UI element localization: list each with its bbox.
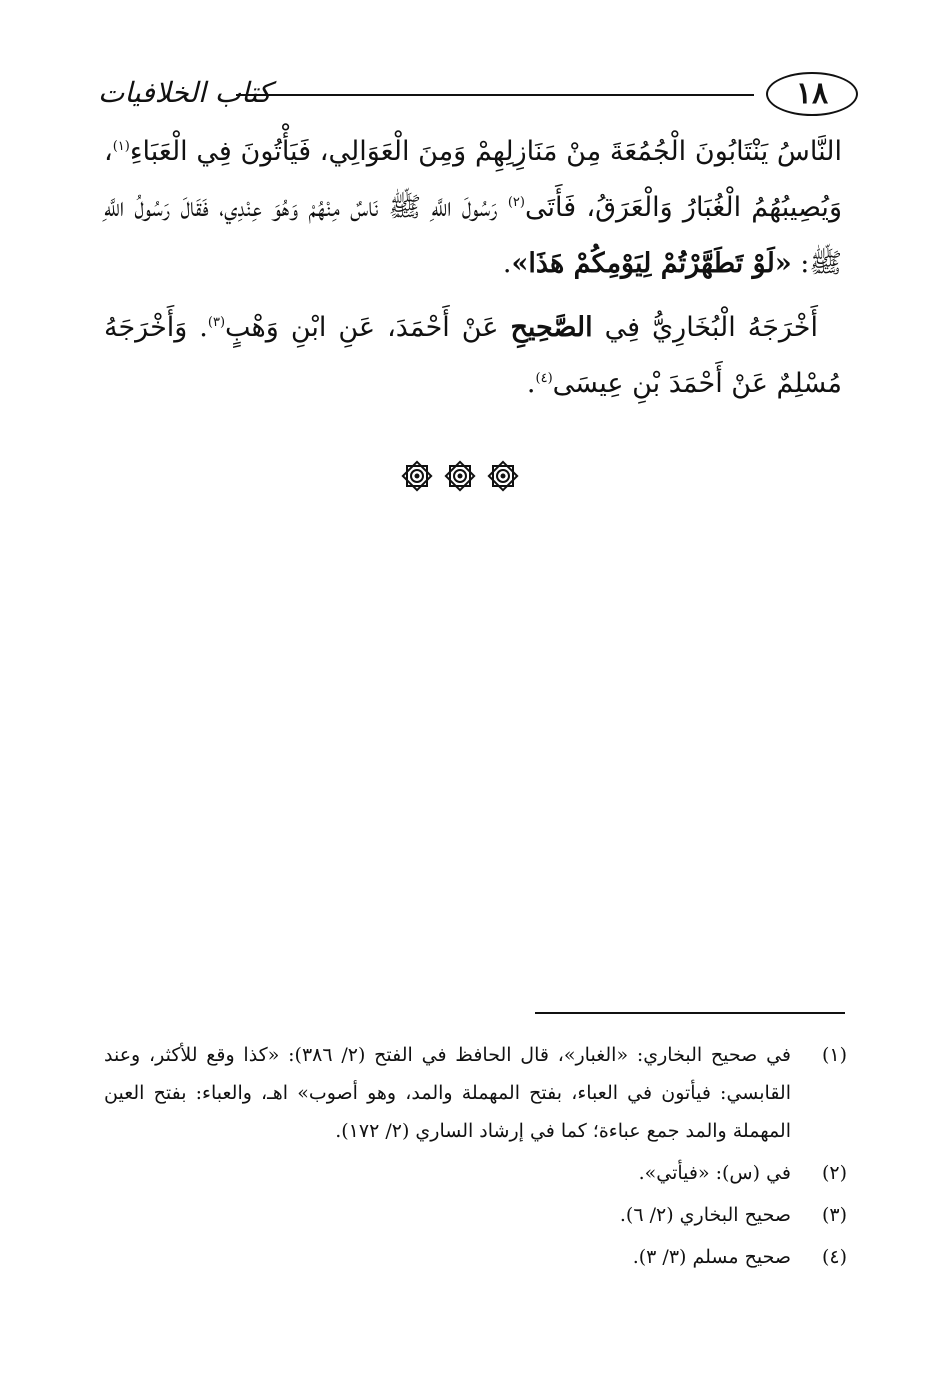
footnote-ref-4: (٤) — [535, 371, 553, 386]
book-name: الصَّحِيحِ — [510, 312, 593, 343]
footnote-text: في (س): «فيأتي». — [638, 1162, 791, 1184]
footnote-number: (٢) — [821, 1162, 847, 1184]
text-segment: النَّاسُ يَنْتَابُونَ الْجُمُعَةَ مِنْ مَنَازِلِهِمْ وَمِنَ الْعَوَالِي، فَيَأْتُونَ فِي الْعَبَاءِ — [129, 136, 842, 167]
text-segment: . — [502, 248, 512, 279]
paragraph-takhrij — [104, 300, 842, 412]
star-flower-icon — [486, 459, 520, 493]
footnote-text: صحيح البخاري (٢/ ٦). — [619, 1204, 791, 1226]
text-segment: . — [526, 368, 536, 399]
text-segment: . وَأَخْرَجَهُ مُسْلِمٌ عَنْ أَحْمَدَ بْنِ عِيسَى — [104, 312, 842, 399]
footnote-4 — [104, 1238, 847, 1276]
footnote-number: (٤) — [821, 1246, 847, 1268]
prophet-quote: «لَوْ تَطَهَّرْتُمْ لِيَوْمِكُمْ هَذَا» — [511, 248, 792, 279]
footnote-2 — [104, 1154, 847, 1192]
text-segment: أَخْرَجَهُ الْبُخَارِيُّ فِي — [592, 312, 818, 343]
footnote-ref-1: (١) — [112, 139, 130, 154]
footnote-ref-3: (٣) — [207, 315, 226, 330]
section-ornament — [400, 458, 520, 494]
page-number: ١٨ — [766, 72, 858, 116]
footnote-separator — [535, 1012, 845, 1014]
footnote-ref-2: (٢) — [507, 195, 525, 210]
text-segment: رَسُولَ اللَّهِ ﷺ نَاسٌ مِنْهُمْ وَهُوَ عِنْدِي، فَقَالَ رَسُولُ اللَّهِ ﷺ: — [104, 192, 842, 279]
footnote-text: في صحيح البخاري: «الغبار»، قال الحافظ في الفتح (٢/ ٣٨٦): «كذا وقع للأكثر، وعند القابسي: فيأتون في العباء، بفتح المهملة والمد، وهو أصوب» اهـ، والعباء: بفتح العين المهملة والمد جمع عباءة؛ كما في إرشاد الساري (٢/ ١٧٢). — [104, 1044, 791, 1142]
text-segment: عَنْ أَحْمَدَ، عَنِ ابْنِ وَهْبٍ — [225, 312, 511, 343]
footnote-number: (٣) — [821, 1204, 847, 1226]
star-flower-icon — [400, 459, 434, 493]
text-segment: ، وَيُصِيبُهُمُ الْغُبَارُ وَالْعَرَقُ، فَأَتَى — [104, 136, 842, 223]
page-header — [98, 62, 858, 122]
footnote-1 — [104, 1036, 847, 1150]
footnotes — [104, 1036, 847, 1280]
header-rule — [236, 94, 754, 96]
footnote-text: صحيح مسلم (٣/ ٣). — [632, 1246, 791, 1268]
footnote-3 — [104, 1196, 847, 1234]
star-flower-icon — [443, 459, 477, 493]
paragraph-hadith — [104, 124, 842, 292]
footnote-number: (١) — [821, 1044, 847, 1066]
book-title: كتاب الخلافيات — [98, 76, 272, 109]
main-text — [104, 124, 842, 412]
